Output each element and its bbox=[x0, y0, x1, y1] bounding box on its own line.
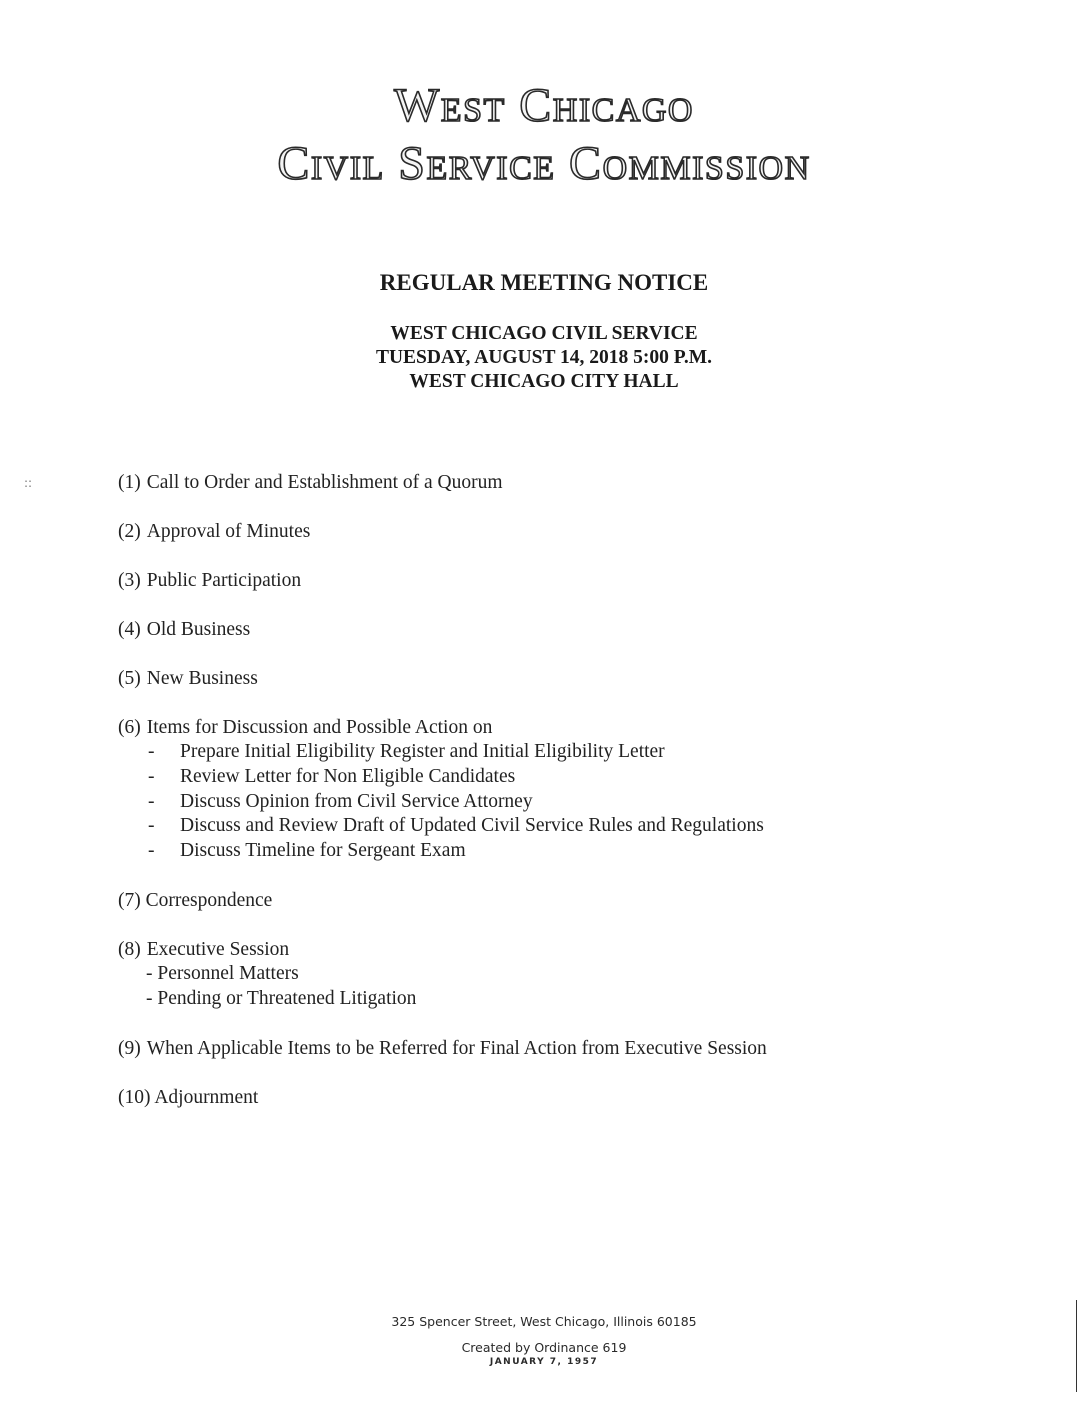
agenda-sublist bbox=[118, 962, 416, 1012]
agenda-number: (6) bbox=[118, 717, 141, 738]
agenda-label: Items for Discussion and Possible Action on bbox=[146, 717, 493, 738]
agenda-label: Correspondence bbox=[145, 890, 273, 911]
dash-bullet: - bbox=[148, 815, 155, 837]
agenda-sublist bbox=[118, 740, 764, 864]
meeting-info bbox=[0, 322, 1088, 394]
agenda-subitem: - Prepare Initial Eligibility Register and Initial Eligibility Letter bbox=[118, 740, 764, 765]
agenda-number: (7) bbox=[118, 890, 141, 911]
agenda-subitem: - Personnel Matters bbox=[146, 963, 299, 984]
agenda-item-7 bbox=[118, 888, 272, 913]
agenda-subitem: - Review Letter for Non Eligible Candidates bbox=[118, 765, 764, 790]
agenda-number: (9) bbox=[118, 1038, 141, 1059]
agenda-number: (2) bbox=[118, 521, 141, 542]
notice-heading: REGULAR MEETING NOTICE bbox=[379, 270, 709, 295]
dash-bullet: - bbox=[148, 790, 155, 812]
meeting-datetime: TUESDAY, AUGUST 14, 2018 5:00 P.M. bbox=[375, 347, 713, 368]
agenda-item-2 bbox=[118, 519, 310, 544]
meeting-location: WEST CHICAGO CITY HALL bbox=[409, 371, 679, 392]
agenda-subitem: - Discuss Opinion from Civil Service Attorney bbox=[118, 790, 764, 815]
agenda-item-5 bbox=[118, 666, 258, 691]
agenda-item-6 bbox=[118, 715, 764, 864]
agenda-label: When Applicable Items to be Referred for Final Action from Executive Session bbox=[146, 1038, 767, 1059]
agenda-number: (10) bbox=[118, 1087, 151, 1108]
agenda-number: (3) bbox=[118, 570, 141, 591]
letterhead-line-1: West Chicago bbox=[394, 79, 694, 132]
scan-edge-line bbox=[1076, 1300, 1077, 1392]
agenda-subitem: - Discuss Timeline for Sergeant Exam bbox=[118, 839, 764, 864]
agenda-label: New Business bbox=[146, 668, 258, 689]
agenda-item-9 bbox=[118, 1036, 767, 1061]
agenda-label: Call to Order and Establishment of a Quorum bbox=[146, 472, 503, 493]
agenda-number: (4) bbox=[118, 619, 141, 640]
agenda-number: (8) bbox=[118, 939, 141, 960]
dash-bullet: - bbox=[148, 765, 155, 787]
dash-bullet: - bbox=[148, 840, 155, 862]
agenda-number: (1) bbox=[118, 472, 141, 493]
margin-mark: :: bbox=[24, 476, 33, 490]
agenda-subitem: - Pending or Threatened Litigation bbox=[146, 987, 417, 1009]
footer-address: 325 Spencer Street, West Chicago, Illinois 60185 bbox=[391, 1314, 697, 1329]
dash-bullet: - bbox=[148, 741, 155, 762]
agenda-item-1 bbox=[118, 470, 503, 495]
agenda-label: Public Participation bbox=[146, 570, 302, 591]
agenda-label: Executive Session bbox=[146, 939, 290, 960]
agenda-item-3 bbox=[118, 568, 301, 593]
agenda-label: Old Business bbox=[146, 619, 251, 640]
footer-date: JANUARY 7, 1957 bbox=[489, 1357, 599, 1367]
agenda-item-10 bbox=[118, 1085, 258, 1110]
agenda-item-4 bbox=[118, 617, 250, 642]
agenda-item-8 bbox=[118, 937, 416, 1012]
agenda-subitem: - Discuss and Review Draft of Updated Civil Service Rules and Regulations bbox=[118, 814, 764, 839]
letterhead-line-2: Civil Service Commission bbox=[277, 137, 811, 190]
agenda-label: Adjournment bbox=[154, 1087, 259, 1108]
footer-ordinance: Created by Ordinance 619 bbox=[461, 1340, 627, 1355]
meeting-body: WEST CHICAGO CIVIL SERVICE bbox=[390, 323, 698, 344]
agenda-number: (5) bbox=[118, 668, 141, 689]
agenda-label: Approval of Minutes bbox=[146, 521, 311, 542]
